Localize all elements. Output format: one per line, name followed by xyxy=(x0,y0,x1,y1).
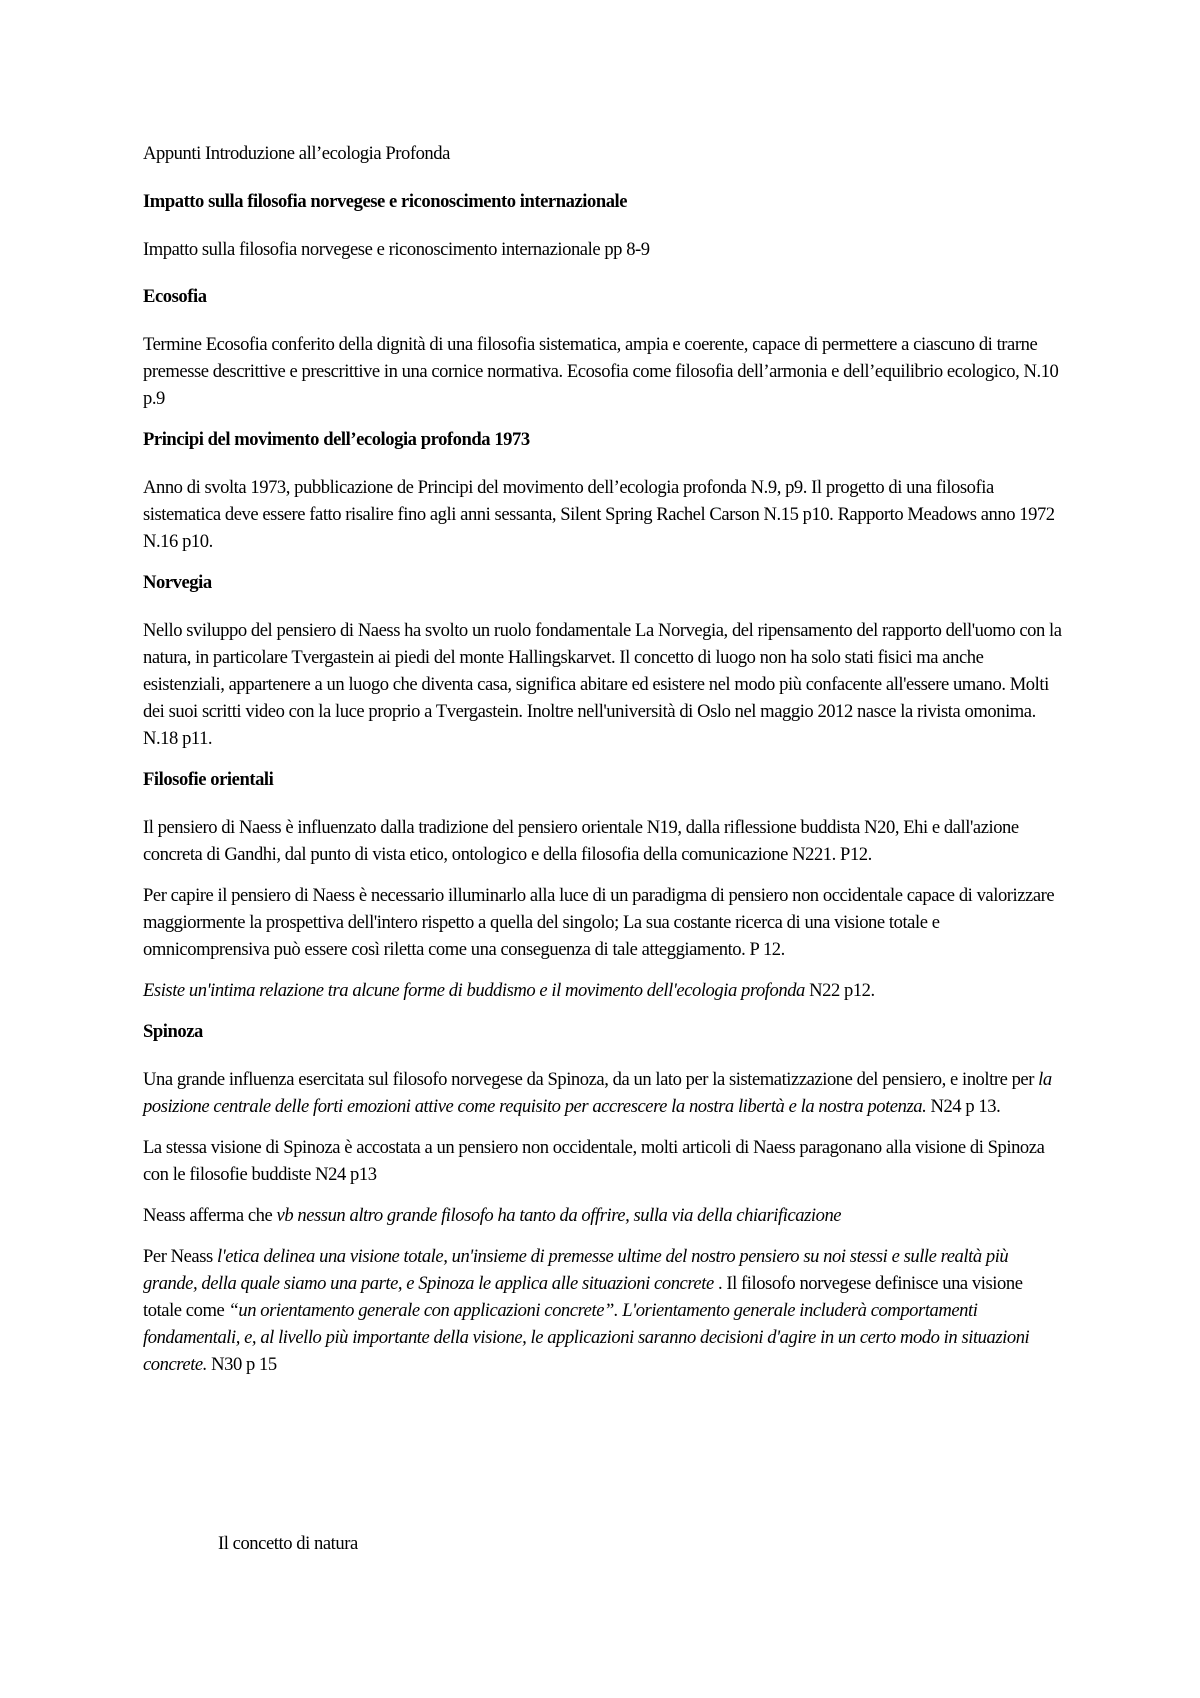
paragraph-impatto: Impatto sulla filosofia norvegese e riconoscimento internazionale pp 8-9 xyxy=(143,239,650,260)
paragraph-text: Una grande influenza esercitata sul filosofo norvegese da Spinoza, da un lato per la sistematizzazione del pensiero, e inoltre per xyxy=(143,1069,1039,1090)
paragraph-spinoza-2: La stessa visione di Spinoza è accostata a un pensiero non occidentale, molti articoli di Naess paragonano alla visione di Spinoza con le filosofie buddiste N24 p13 xyxy=(143,1137,1045,1185)
italic-quote: vb nessun altro grande filosofo ha tanto da offrire, sulla via della chiarificazione xyxy=(276,1205,842,1226)
italic-quote: l'etica delinea una visione totale, un'insieme di premesse ultime del nostro pensiero su noi stessi e sulle realtà più grande, della quale siamo una parte, e Spinoza le applica alle situazioni concrete xyxy=(143,1246,1009,1294)
paragraph-spinoza-4 xyxy=(143,1243,1063,1378)
paragraph-spinoza-1 xyxy=(143,1066,1063,1120)
document-body xyxy=(143,140,1063,1392)
heading-norvegia: Norvegia xyxy=(143,572,212,593)
italic-quote: “un orientamento generale con applicazioni concrete”. L'orientamento generale includerà comportamenti fondamentali, e, al livello più importante della visione, le applicazioni saranno decisioni d'agire in un certo modo in situazioni concrete. xyxy=(143,1300,1030,1375)
heading-ecosofia: Ecosofia xyxy=(143,286,207,307)
heading-principi: Principi del movimento dell’ecologia profonda 1973 xyxy=(143,429,530,450)
citation-text: N30 p 15 xyxy=(206,1354,277,1375)
paragraph-norvegia: Nello sviluppo del pensiero di Naess ha svolto un ruolo fondamentale La Norvegia, del ripensamento del rapporto dell'uomo con la natura, in particolare Tvergastein ai piedi del monte Hallingskarvet. Il concetto di luogo non ha solo stati fisici ma anche esistenziali, appartenere a un luogo che diventa casa, significa abitare ed esistere nel modo più confacente all'essere umano. Molti dei suoi scritti video con la luce proprio a Tvergastein. Inoltre nell'università di Oslo nel maggio 2012 nasce la rivista omonima. N.18 p11. xyxy=(143,620,1062,749)
document-title: Appunti Introduzione all’ecologia Profonda xyxy=(143,143,450,164)
paragraph-text: Per Neass xyxy=(143,1246,217,1267)
paragraph-orientali-1: Il pensiero di Naess è influenzato dalla tradizione del pensiero orientale N19, dalla riflessione buddista N20, Ehi e dall'azione concreta di Gandhi, dal punto di vista etico, ontologico e della filosofia della comunicazione N221. P12. xyxy=(143,817,1019,865)
heading-spinoza: Spinoza xyxy=(143,1021,203,1042)
heading-impatto: Impatto sulla filosofia norvegese e riconoscimento internazionale xyxy=(143,191,628,212)
italic-quote: Esiste un'intima relazione tra alcune forme di buddismo e il movimento dell'ecologia profonda xyxy=(143,980,805,1001)
paragraph-orientali-2: Per capire il pensiero di Naess è necessario illuminarlo alla luce di un paradigma di pensiero non occidentale capace di valorizzare maggiormente la prospettiva dell'intero rispetto a quella del singolo; La sua costante ricerca di una visione totale e omnicomprensiva può essere così riletta come una conseguenza di tale atteggiamento. P 12. xyxy=(143,885,1055,960)
paragraph-text: Neass afferma che xyxy=(143,1205,277,1226)
heading-filosofie-orientali: Filosofie orientali xyxy=(143,769,274,790)
italic-quote: la posizione centrale delle forti emozioni attive come requisito per accrescere la nostra libertà e la nostra potenza. xyxy=(143,1069,1052,1117)
citation-text: N24 p 13. xyxy=(926,1096,1001,1117)
paragraph-principi: Anno di svolta 1973, pubblicazione de Principi del movimento dell’ecologia profonda N.9, p9. Il progetto di una filosofia sistematica deve essere fatto risalire fino agli anni sessanta, Silent Spring Rachel Carson N.15 p10. Rapporto Meadows anno 1972 N.16 p10. xyxy=(143,477,1055,552)
paragraph-spinoza-3 xyxy=(143,1202,1063,1229)
paragraph-orientali-3 xyxy=(143,977,1063,1004)
paragraph-ecosofia: Termine Ecosofia conferito della dignità di una filosofia sistematica, ampia e coerente, capace di permettere a ciascuno di trarne premesse descrittive e prescrittive in una cornice normativa. Ecosofia come filosofia dell’armonia e dell’equilibrio ecologico, N.10 p.9 xyxy=(143,334,1059,409)
heading-concetto-natura: Il concetto di natura xyxy=(218,1533,358,1554)
citation-text: N22 p12. xyxy=(804,980,875,1001)
paragraph-text: . Il filosofo norvegese definisce una visione totale come xyxy=(143,1273,1023,1321)
